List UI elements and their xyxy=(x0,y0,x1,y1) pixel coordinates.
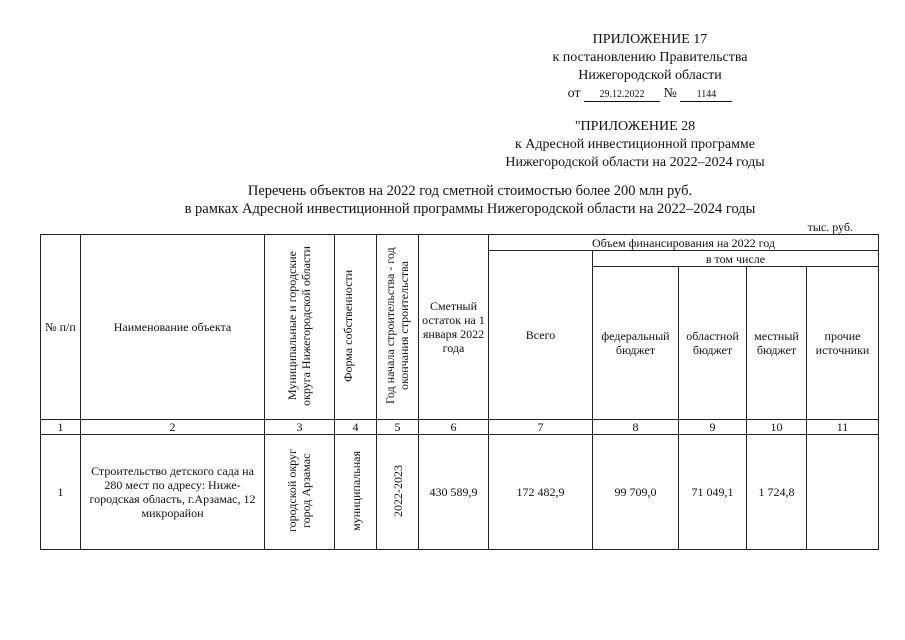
column-number: 10 xyxy=(747,420,807,435)
header-municipality xyxy=(265,235,335,420)
appendix-17-line2: Нижегородской области xyxy=(578,68,722,83)
document-title-line1: Перечень объектов на 2022 год сметной стоимостью более 200 млн руб. xyxy=(247,183,693,199)
row-num: 1 xyxy=(41,435,81,550)
header-ownership-text: Форма собственности xyxy=(340,269,355,382)
header-years xyxy=(377,235,419,420)
header-ownership xyxy=(335,235,377,420)
column-number: 6 xyxy=(419,420,489,435)
column-number: 1 xyxy=(41,420,81,435)
header-other: прочие источники xyxy=(807,267,879,420)
header-num: № п/п xyxy=(41,235,81,420)
column-number: 2 xyxy=(81,420,265,435)
row-ownership xyxy=(335,435,377,550)
column-number: 11 xyxy=(807,420,879,435)
row-regional: 71 049,1 xyxy=(679,435,747,550)
row-total: 172 482,9 xyxy=(489,435,593,550)
number-label: № xyxy=(663,86,677,101)
column-number: 4 xyxy=(335,420,377,435)
appendix-28-line2: Нижегородской области на 2022–2024 годы xyxy=(505,155,765,170)
column-number: 7 xyxy=(489,420,593,435)
header-funding: Объем финансирования на 2022 год xyxy=(489,235,879,251)
header-regional: областной бюджет xyxy=(679,267,747,420)
column-number: 3 xyxy=(265,420,335,435)
appendix-17-title: ПРИЛОЖЕНИЕ 17 xyxy=(592,32,708,47)
appendix-17-line1: к постановлению Правительства xyxy=(552,50,748,65)
from-label: от xyxy=(567,86,581,101)
row-object-name: Строительство детского сада на 280 мест по адресу: Ниже-городская область, г.Арзамас, 12 микрорайон xyxy=(81,435,265,550)
row-other xyxy=(807,435,879,550)
appendix-28-block xyxy=(470,118,800,172)
column-numbers-row xyxy=(41,420,879,435)
document-title xyxy=(120,182,820,218)
row-local: 1 724,8 xyxy=(747,435,807,550)
appendix-28-line1: к Адресной инвестиционной программе xyxy=(514,137,756,152)
table-row xyxy=(41,435,879,550)
header-balance: Сметный остаток на 1 января 2022 года xyxy=(419,235,489,420)
units-label: тыс. руб. xyxy=(807,220,853,234)
row-federal: 99 709,0 xyxy=(593,435,679,550)
row-ownership-text: муниципальная xyxy=(348,450,363,531)
header-including: в том числе xyxy=(593,251,879,267)
column-number: 9 xyxy=(679,420,747,435)
header-municipality-text: Муниципальные и городские округа Нижегородской области xyxy=(284,245,313,406)
document-number: 1144 xyxy=(680,89,732,102)
appendix-17-date-line xyxy=(520,85,780,103)
appendix-17-block xyxy=(520,31,780,103)
row-years xyxy=(377,435,419,550)
header-federal: федеральный бюджет xyxy=(593,267,679,420)
appendix-28-title: "ПРИЛОЖЕНИЕ 28 xyxy=(574,119,696,134)
objects-table xyxy=(40,234,879,550)
column-number: 5 xyxy=(377,420,419,435)
document-title-line2: в рамках Адресной инвестиционной программы Нижегородской области на 2022–2024 годы xyxy=(184,201,756,217)
header-years-text: Год начала строительства - год окончания строительства xyxy=(382,247,411,404)
header-total: Всего xyxy=(489,251,593,420)
row-municipality-text: городской округ город Арзамас xyxy=(284,449,313,532)
column-number: 8 xyxy=(593,420,679,435)
row-balance: 430 589,9 xyxy=(419,435,489,550)
header-local: местный бюджет xyxy=(747,267,807,420)
document-date: 29.12.2022 xyxy=(584,89,660,102)
header-name: Наименование объекта xyxy=(81,235,265,420)
row-years-text: 2022-2023 xyxy=(390,464,405,517)
row-municipality xyxy=(265,435,335,550)
